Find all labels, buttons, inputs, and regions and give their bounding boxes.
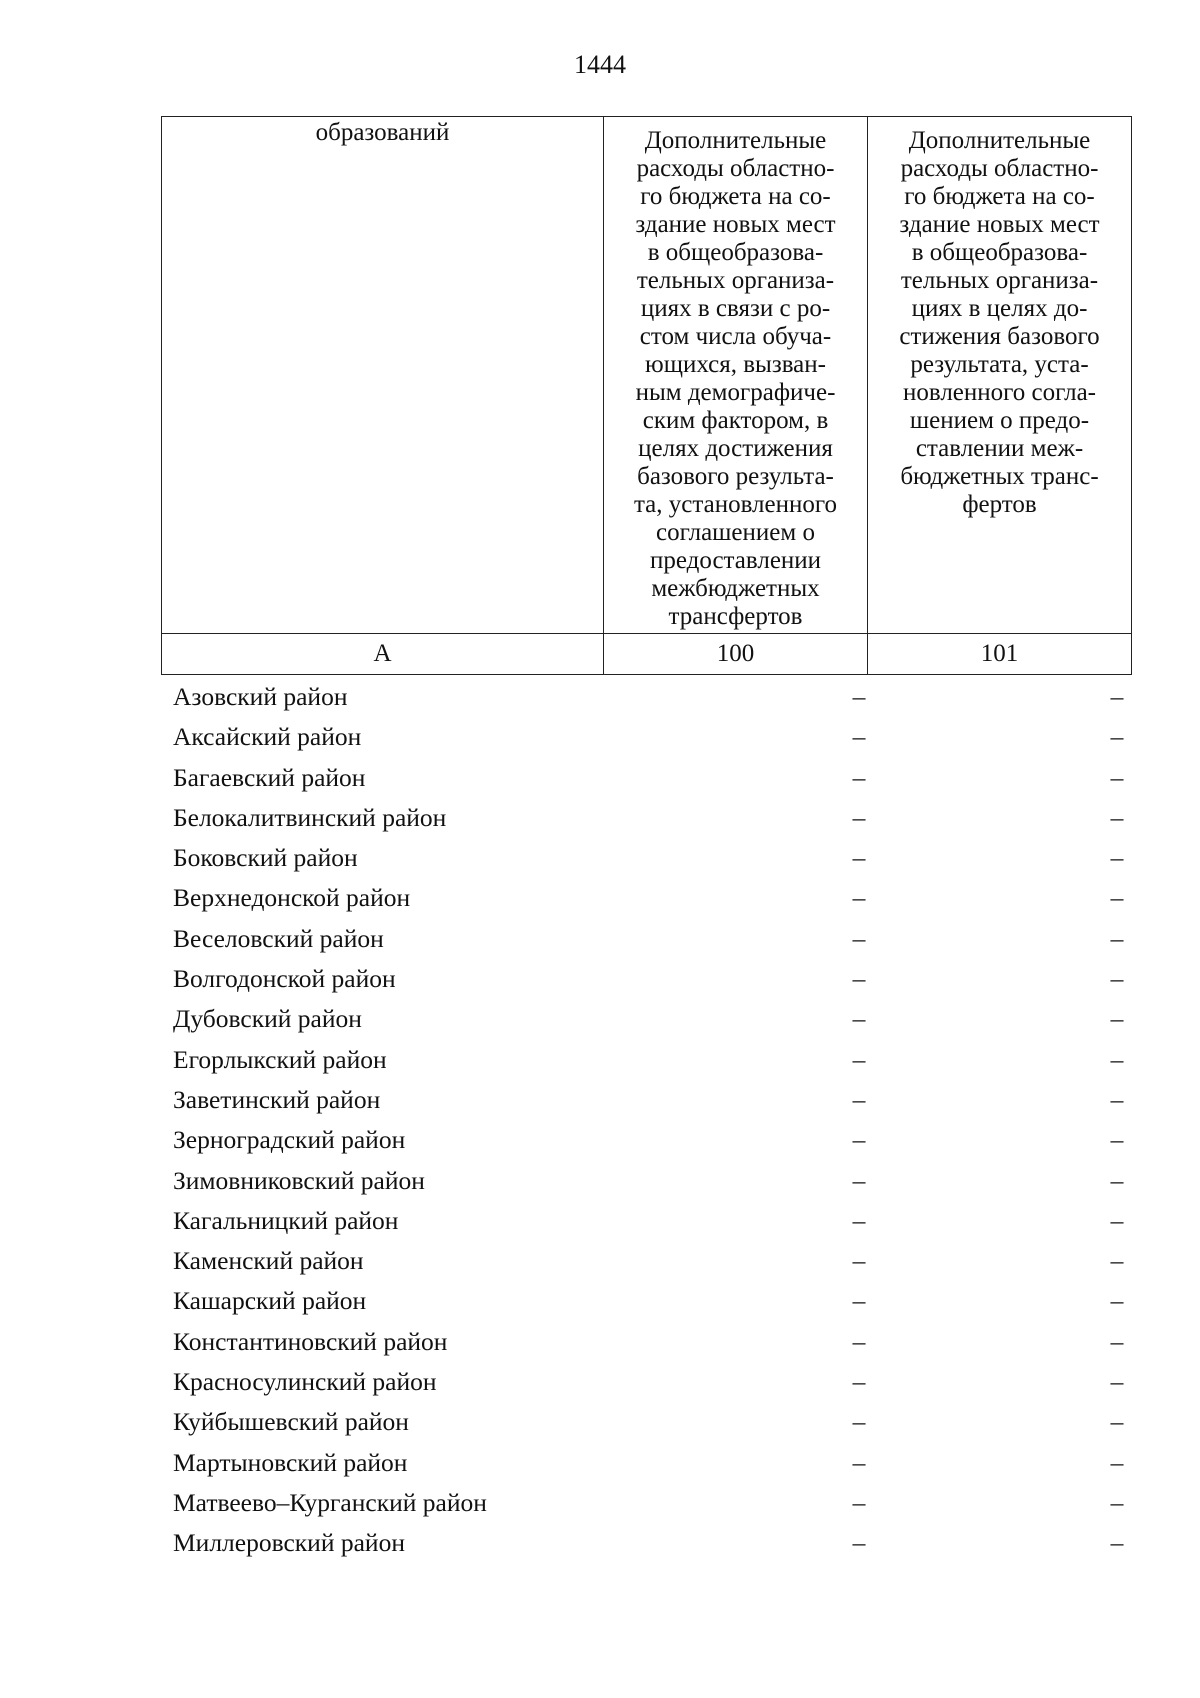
table-row (161, 1243, 1131, 1283)
header-text-line: расходы областно- (636, 155, 835, 182)
table-row (161, 1082, 1131, 1122)
district-name: Константиновский район (173, 1326, 448, 1356)
table-row (161, 880, 1131, 920)
header-text-line: ским фактором, в (642, 407, 829, 434)
value-col100: – (852, 883, 866, 913)
value-col101: – (1110, 964, 1124, 994)
table-row (161, 840, 1131, 880)
value-col100: – (852, 1246, 866, 1276)
value-col101: – (1110, 1044, 1124, 1074)
header-cell-municipality: образований (162, 117, 604, 634)
header-text-line: предоставлении (649, 547, 822, 574)
column-number-row (162, 634, 1132, 675)
column-number-100: 100 (604, 634, 868, 675)
header-col101-text (874, 127, 1125, 519)
table-row (161, 760, 1131, 800)
header-text-line: фертов (962, 491, 1037, 518)
district-name: Дубовский район (173, 1004, 362, 1034)
table-row (161, 1364, 1131, 1404)
district-name: Верхнедонской район (173, 883, 411, 913)
table-row (161, 1203, 1131, 1243)
value-col100: – (852, 1165, 866, 1195)
header-text-line: здание новых мест (635, 211, 836, 238)
value-col100: – (852, 1044, 866, 1074)
header-text-line: здание новых мест (899, 211, 1100, 238)
value-col101: – (1110, 722, 1124, 752)
district-name: Аксайский район (173, 722, 362, 752)
value-col100: – (852, 843, 866, 873)
table-row (161, 1525, 1131, 1565)
header-text-line: целях достижения (638, 435, 833, 462)
value-col100: – (852, 1286, 866, 1316)
value-col101: – (1110, 1286, 1124, 1316)
header-text-line: ным демографиче- (635, 379, 836, 406)
value-col101: – (1110, 1326, 1124, 1356)
header-text-line: Дополнительные (908, 127, 1091, 154)
table-row (161, 1485, 1131, 1525)
value-col100: – (852, 1407, 866, 1437)
header-text-line: Дополнительные (644, 127, 827, 154)
value-col101: – (1110, 1246, 1124, 1276)
header-text-line: базового результа- (637, 463, 834, 490)
district-name: Веселовский район (173, 923, 384, 953)
value-col100: – (852, 1084, 866, 1114)
value-col101: – (1110, 1528, 1124, 1558)
value-col101: – (1110, 883, 1124, 913)
value-col100: – (852, 1487, 866, 1517)
value-col101: – (1110, 1205, 1124, 1235)
value-col100: – (852, 1447, 866, 1477)
value-col100: – (852, 722, 866, 752)
column-number-101: 101 (868, 634, 1132, 675)
district-name: Миллеровский район (173, 1528, 405, 1558)
header-text-line: в общеобразова- (647, 239, 824, 266)
table-row (161, 1324, 1131, 1364)
value-col100: – (852, 1004, 866, 1034)
header-text-line: стижения базового (899, 323, 1100, 350)
header-text-line: соглашением о (656, 519, 815, 546)
value-col101: – (1110, 1447, 1124, 1477)
table-row (161, 800, 1131, 840)
header-text-line: результата, уста- (910, 351, 1089, 378)
header-text-line: бюджетных транс- (900, 463, 1099, 490)
page-number: 1444 (574, 50, 626, 79)
value-col101: – (1110, 802, 1124, 832)
district-name: Матвеево–Курганский район (173, 1487, 487, 1517)
header-cell-col100 (604, 117, 868, 634)
value-col101: – (1110, 1487, 1124, 1517)
value-col101: – (1110, 1165, 1124, 1195)
table-row (161, 1001, 1131, 1041)
table-row (161, 921, 1131, 961)
district-name: Белокалитвинский район (173, 802, 447, 832)
header-text-line: новленного согла- (902, 379, 1097, 406)
value-col101: – (1110, 1084, 1124, 1114)
value-col101: – (1110, 1004, 1124, 1034)
district-name: Азовский район (173, 682, 348, 711)
value-col101: – (1110, 1125, 1124, 1155)
value-col100: – (852, 923, 866, 953)
header-text-line: в общеобразова- (911, 239, 1088, 266)
value-col101: – (1110, 762, 1124, 792)
value-col100: – (852, 802, 866, 832)
district-name: Багаевский район (173, 762, 366, 792)
header-text-line: го бюджета на со- (640, 183, 831, 210)
district-name: Мартыновский район (173, 1447, 408, 1477)
header-text-line: тельных организа- (900, 267, 1099, 294)
header-text-line: шением о предо- (909, 407, 1090, 434)
table-row (161, 1283, 1131, 1323)
table-row (161, 1163, 1131, 1203)
header-text-line: тельных организа- (636, 267, 835, 294)
header-text-line: стом числа обуча- (639, 323, 832, 350)
district-name: Куйбышевский район (173, 1407, 409, 1437)
table-row (161, 1445, 1131, 1485)
header-text-line: циях в целях до- (911, 295, 1088, 322)
district-name: Боковский район (173, 843, 358, 873)
header-text-line: расходы областно- (900, 155, 1099, 182)
district-name: Кагальницкий район (173, 1205, 399, 1235)
value-col100: – (852, 1125, 866, 1155)
value-col100: – (852, 762, 866, 792)
column-number-a: А (162, 634, 604, 675)
value-col101: – (1110, 923, 1124, 953)
value-col100: – (852, 1205, 866, 1235)
district-name: Зерноградский район (173, 1125, 406, 1155)
table-row (161, 1122, 1131, 1162)
table-body (161, 679, 1131, 1566)
header-text-line: трансфертов (668, 603, 803, 630)
district-name: Заветинский район (173, 1084, 381, 1114)
header-text-line: циях в связи с ро- (640, 295, 831, 322)
value-col100: – (852, 1528, 866, 1558)
value-col101: – (1110, 1407, 1124, 1437)
district-name: Егорлыкский район (173, 1044, 387, 1074)
table-row (161, 961, 1131, 1001)
table-row (161, 1404, 1131, 1444)
header-text-line: ставлении меж- (915, 435, 1084, 462)
value-col100: – (852, 1326, 866, 1356)
header-col100-text (610, 127, 861, 631)
header-text-line: та, установленного (633, 491, 838, 518)
header-text-line: межбюджетных (651, 575, 820, 602)
table-header (161, 116, 1132, 675)
district-name: Красносулинский район (173, 1367, 437, 1397)
table-row (161, 1042, 1131, 1082)
district-name: Каменский район (173, 1246, 364, 1276)
district-name: Волгодонской район (173, 964, 396, 994)
header-row (162, 117, 1132, 634)
value-col100: – (852, 1367, 866, 1397)
value-col101: – (1110, 682, 1124, 711)
value-col101: – (1110, 1367, 1124, 1397)
header-text-line: го бюджета на со- (904, 183, 1095, 210)
table-row (161, 679, 1131, 719)
value-col100: – (852, 682, 866, 711)
district-name: Зимовниковский район (173, 1165, 425, 1195)
header-cell-col101 (868, 117, 1132, 634)
table-row (161, 719, 1131, 759)
value-col101: – (1110, 843, 1124, 873)
value-col100: – (852, 964, 866, 994)
header-text-line: ющихся, вызван- (645, 351, 826, 378)
district-name: Кашарский район (173, 1286, 367, 1316)
